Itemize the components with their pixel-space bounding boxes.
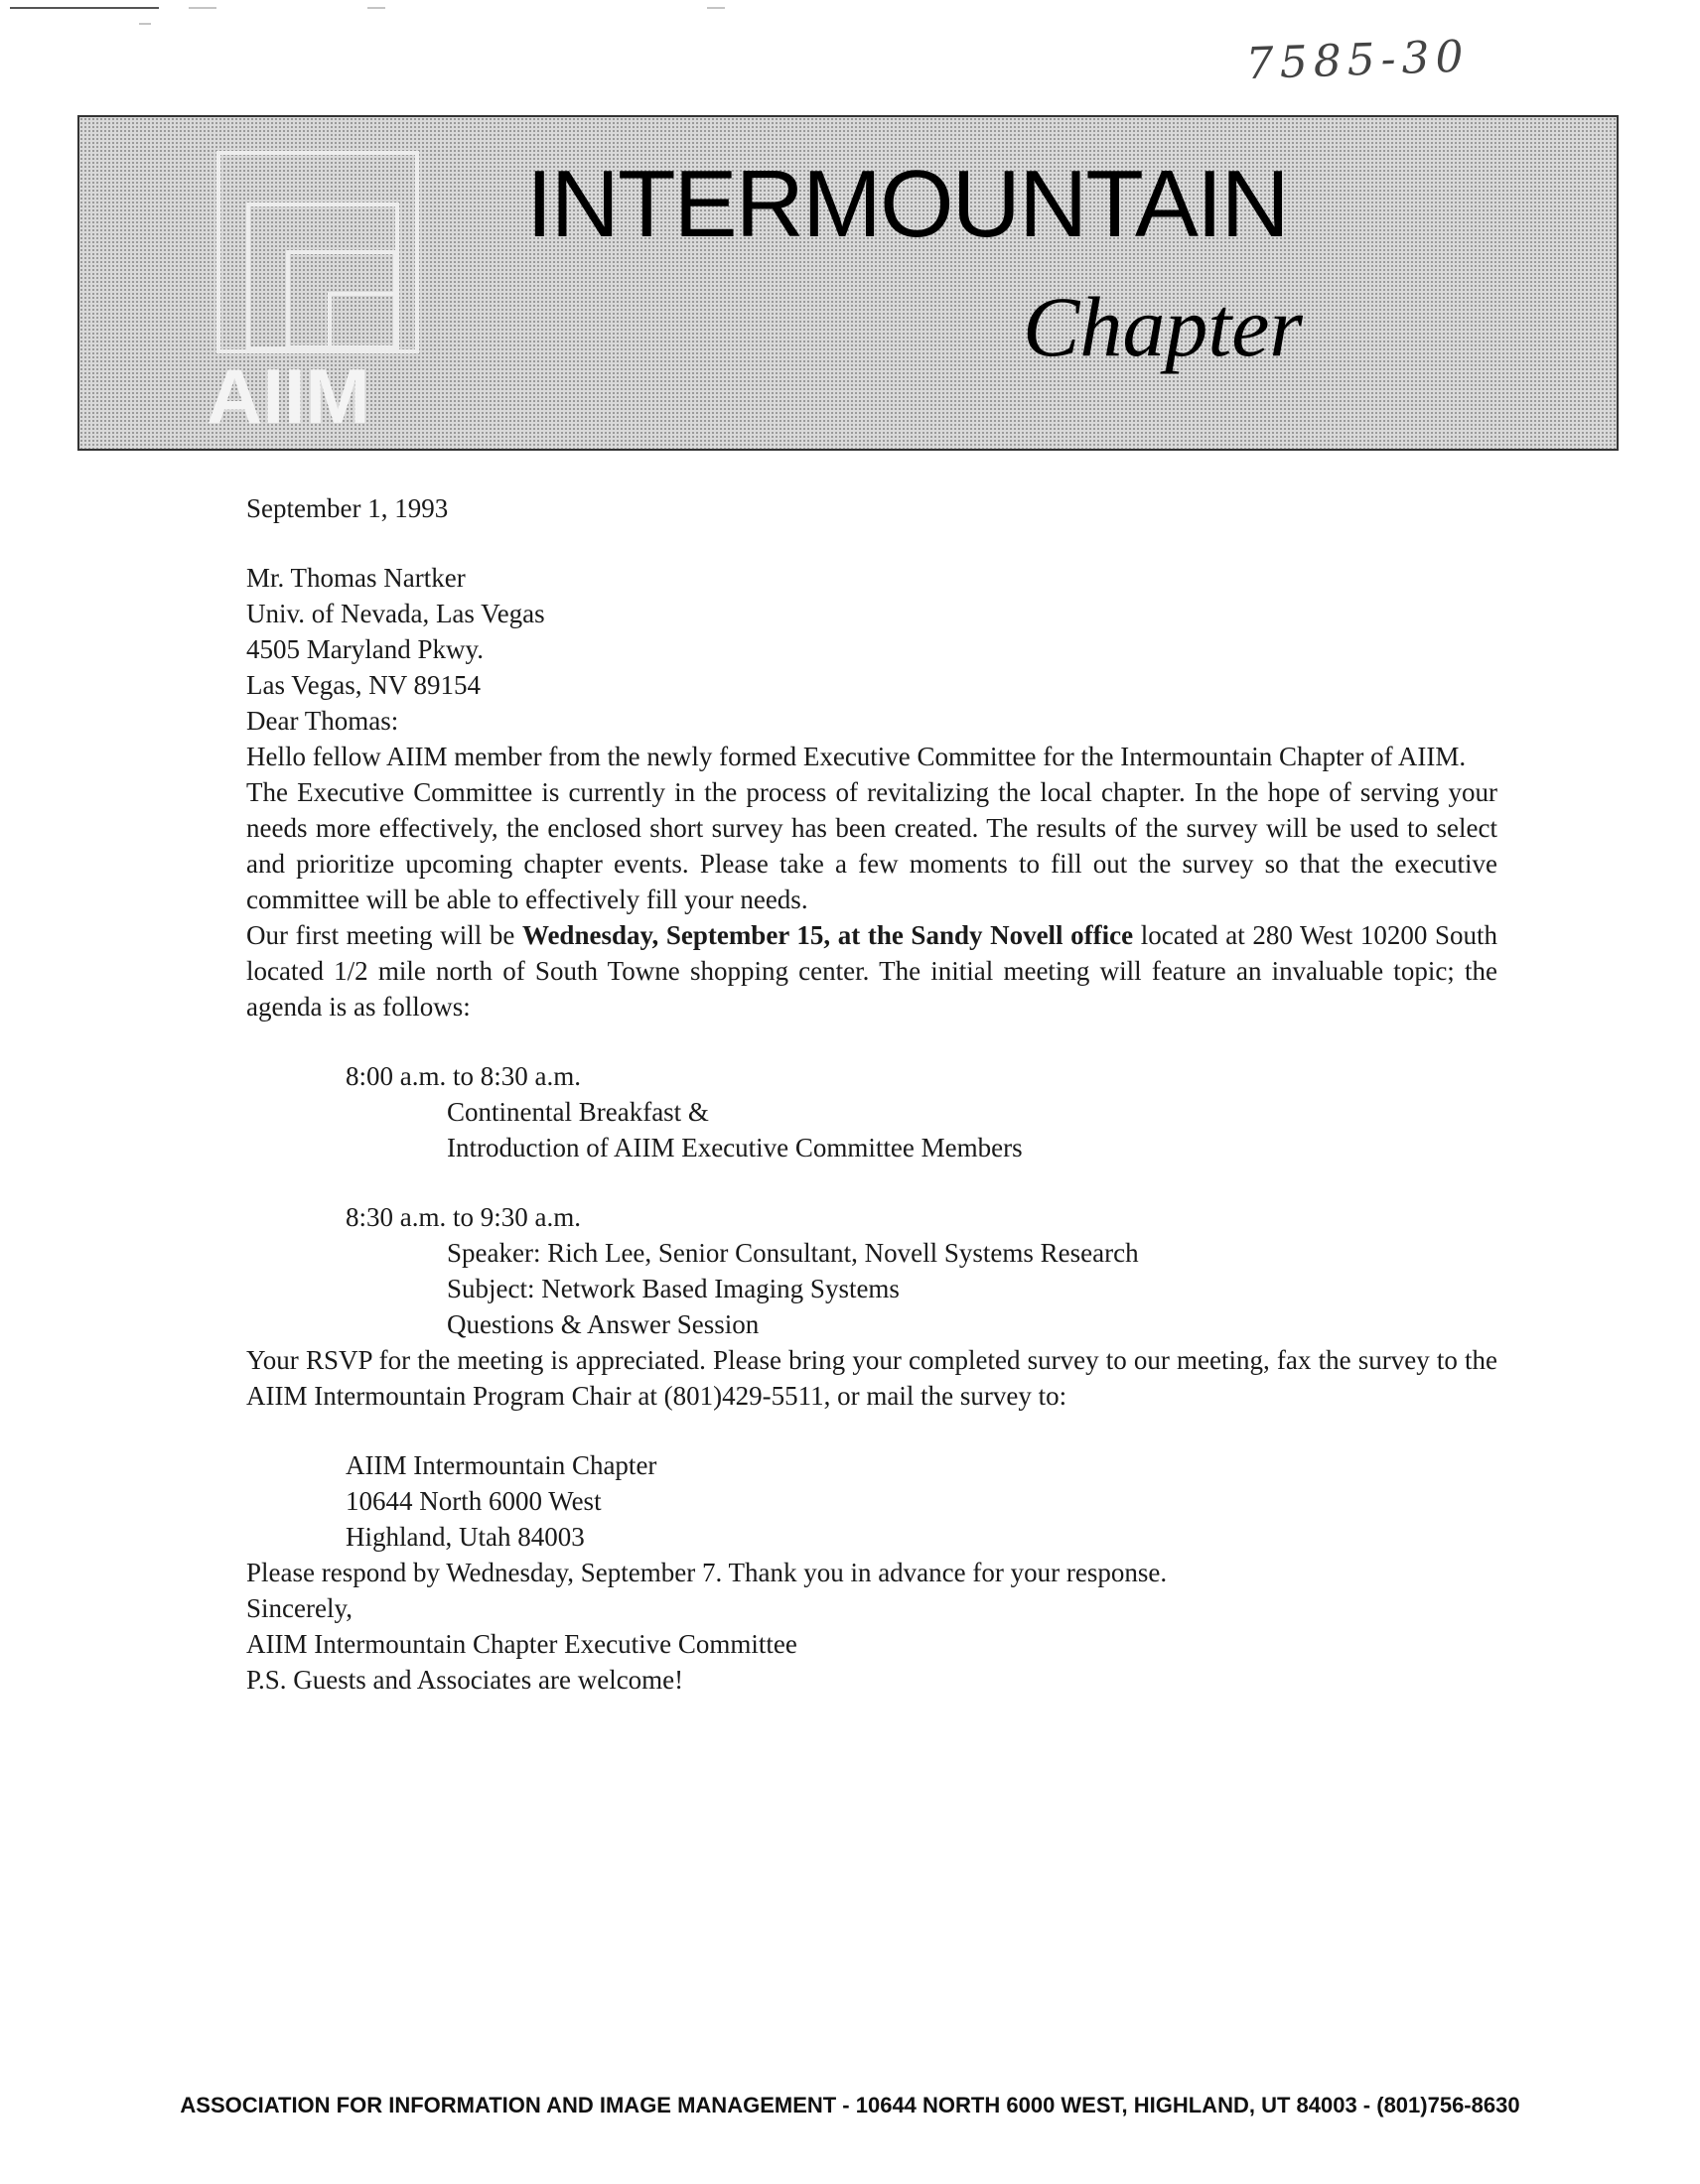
footer-association: ASSOCIATION FOR INFORMATION AND IMAGE MANAGEMENT - 10644 NORTH 6000 WEST, HIGHLAND, UT 84003 - (801)756-8630: [180, 2093, 1520, 2117]
logo-text: AIIM: [207, 352, 370, 433]
aiim-logo: [197, 145, 495, 433]
scan-artifacts: [0, 0, 1700, 30]
handwritten-note: 7585-30: [1244, 31, 1471, 90]
paragraph-intro: Hello fellow AIIM member from the newly formed Executive Committee for the Intermountain Chapter of AIIM.: [246, 742, 1467, 771]
chapter-title: INTERMOUNTAIN: [526, 151, 1288, 257]
salutation: Dear Thomas:: [246, 706, 399, 736]
agenda-time: 8:00 a.m. to 8:30 a.m.: [346, 1061, 581, 1091]
letter-date: September 1, 1993: [246, 493, 449, 523]
agenda-items-1: [447, 1094, 1497, 1165]
paragraph-meeting: [246, 917, 1497, 1024]
recipient-city: Las Vegas, NV 89154: [246, 670, 481, 700]
closing: Sincerely,: [246, 1593, 353, 1623]
agenda-item: Speaker: Rich Lee, Senior Consultant, Novell Systems Research: [447, 1238, 1139, 1268]
agenda-item: Continental Breakfast &: [447, 1097, 709, 1127]
paragraph-respond: Please respond by Wednesday, September 7. Thank you in advance for your response.: [246, 1558, 1168, 1587]
letterhead-banner: [77, 115, 1619, 451]
mail-address-line: AIIM Intermountain Chapter: [346, 1450, 657, 1480]
letter-body: [246, 490, 1497, 1698]
paragraph-rsvp: Your RSVP for the meeting is appreciated. Please bring your completed survey to our meeting, fax the survey to the AIIM Intermountain Program Chair at (801)429-5511, or mail the survey to:: [246, 1345, 1497, 1411]
postscript: P.S. Guests and Associates are welcome!: [246, 1665, 684, 1695]
agenda-block-2: [346, 1199, 1497, 1235]
chapter-subtitle: Chapter: [1023, 279, 1303, 374]
mail-address-line: Highland, Utah 84003: [346, 1522, 585, 1552]
agenda-item: Subject: Network Based Imaging Systems: [447, 1274, 900, 1303]
agenda-items-2: [447, 1235, 1497, 1342]
paragraph-survey: The Executive Committee is currently in the process of revitalizing the local chapter. In the hope of serving your needs more effectively, the enclosed short survey has been created. The results of the survey will be used to select and prioritize upcoming chapter events. Please take a few moments to fill out the survey so that the executive committee will be able to effectively fill your needs.: [246, 777, 1497, 914]
meeting-text-end: located at 280 West 10200 South located 1/2 mile north of South Towne shopping center. The initial meeting will feature an invaluable topic; the agenda is as follows:: [246, 920, 1497, 1022]
meeting-details: Wednesday, September 15, at the Sandy Novell office: [521, 920, 1134, 950]
recipient-address: [246, 560, 1497, 703]
agenda-item: Introduction of AIIM Executive Committee Members: [447, 1133, 1023, 1162]
signature: AIIM Intermountain Chapter Executive Committee: [246, 1629, 797, 1659]
agenda-item: Questions & Answer Session: [447, 1309, 760, 1339]
recipient-street: 4505 Maryland Pkwy.: [246, 634, 484, 664]
recipient-name: Mr. Thomas Nartker: [246, 563, 466, 593]
mail-address-line: 10644 North 6000 West: [346, 1486, 602, 1516]
recipient-org: Univ. of Nevada, Las Vegas: [246, 599, 545, 628]
mail-address: [346, 1447, 1497, 1555]
agenda-block-1: [346, 1058, 1497, 1094]
meeting-text-start: Our first meeting will be: [246, 920, 522, 950]
agenda-time: 8:30 a.m. to 9:30 a.m.: [346, 1202, 581, 1232]
